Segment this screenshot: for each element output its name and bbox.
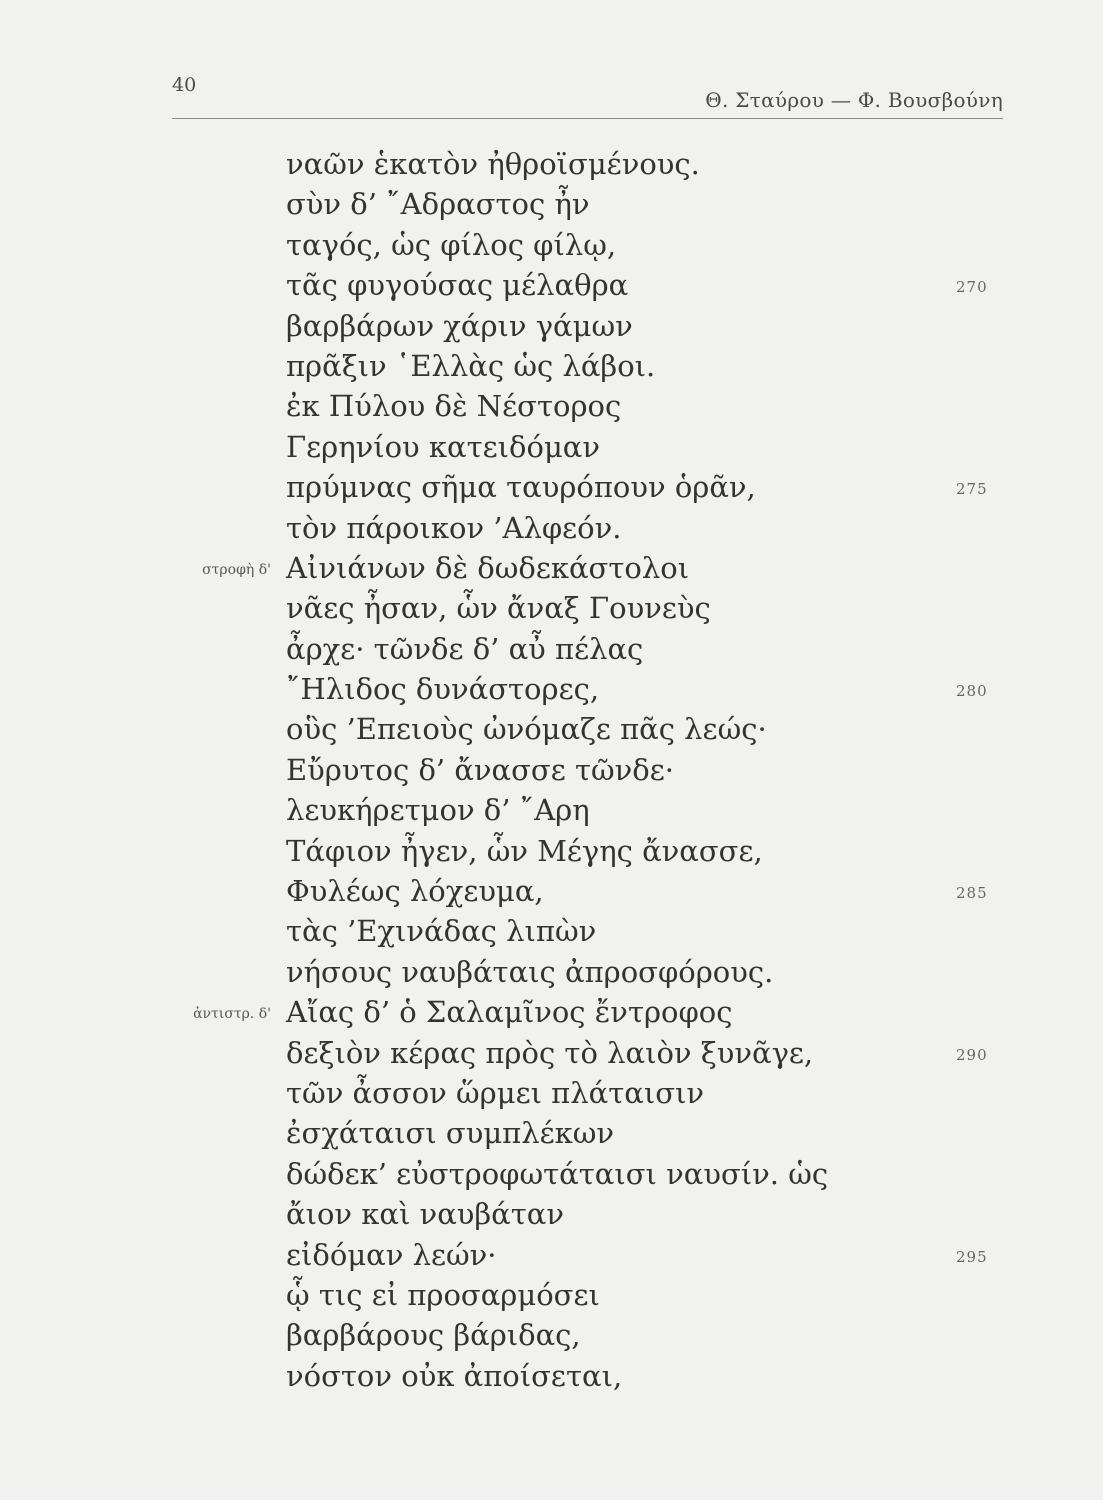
verse-text: ᾧ τις εἰ προσαρμόσει: [286, 1277, 600, 1312]
verse-text: Εὔρυτος δ’ ἄνασσε τῶνδε·: [286, 752, 674, 787]
verse-text: Αἴας δ’ ὁ Σαλαμῖνος ἔντροφος: [286, 995, 733, 1030]
verse-text: σὺν δ’ ῎Αδραστος ἦν: [286, 187, 590, 222]
header-rule: [172, 118, 1003, 119]
verse-line: [286, 1154, 906, 1194]
verse-text: τὰς ’Εχινάδας λιπὼν: [286, 914, 597, 949]
verse-text: τᾶς φυγούσας μέλαθρα: [286, 268, 629, 303]
verse-text: δώδεκ’ εὐστροφωτάταισι ναυσίν. ὡς: [286, 1156, 829, 1191]
verse-text: οὓς ’Επειοὺς ὠνόμαζε πᾶς λεώς·: [286, 712, 767, 747]
line-number: 280: [956, 682, 988, 701]
verse-line: [286, 1033, 988, 1073]
verse-text: λευκήρετμον δ’ ῎Αρη: [286, 793, 590, 828]
verse-text: ἆρχε· τῶνδε δ’ αὖ πέλας: [286, 631, 644, 666]
verse-text: πρᾶξιν ῾Ελλὰς ὡς λάβοι.: [286, 348, 656, 383]
verse-line: [286, 750, 906, 790]
verse-line: [286, 508, 906, 548]
line-number: 270: [956, 278, 988, 297]
verse-line: [286, 1356, 906, 1396]
running-head: Θ. Σταύρου — Φ. Βουσβούνη: [705, 88, 1003, 112]
verse-line: [286, 1315, 906, 1355]
line-number: 290: [956, 1045, 988, 1064]
verse-line: [286, 669, 988, 709]
verse-line: [202, 548, 906, 588]
verse-block: [193, 144, 988, 1396]
verse-text: ναῶν ἑκατὸν ἠθροϊσμένους.: [286, 147, 700, 181]
strophe-label: ἀντιστρ. δ': [193, 1006, 271, 1023]
verse-text: βαρβάρους βάριδας,: [286, 1318, 581, 1353]
verse-line: [286, 629, 906, 669]
verse-text: εἰδόμαν λεών·: [286, 1237, 497, 1272]
verse-text: δεξιὸν κέρας πρὸς τὸ λαιὸν ξυνᾶγε,: [286, 1035, 814, 1070]
verse-line: [286, 265, 988, 305]
verse-line: [286, 871, 988, 911]
verse-text: ταγός, ὡς φίλος φίλῳ,: [286, 227, 617, 262]
verse-line: [193, 992, 906, 1032]
verse-text: ῎Ηλιδος δυνάστορες,: [286, 672, 600, 707]
verse-line: [286, 184, 906, 224]
verse-text: νᾶες ἦσαν, ὧν ἄναξ Γουνεὺς: [286, 591, 711, 626]
verse-line: [286, 225, 906, 265]
verse-line: [286, 1235, 988, 1275]
verse-line: [286, 911, 906, 951]
verse-text: πρύμνας σῆμα ταυρόπουν ὁρᾶν,: [286, 470, 756, 505]
verse-text: ἄιον καὶ ναυβάταν: [286, 1197, 565, 1232]
verse-text: ἐσχάταισι συμπλέκων: [286, 1116, 615, 1151]
verse-line: [286, 952, 906, 992]
verse-line: [286, 386, 906, 426]
verse-text: Φυλέως λόχευμα,: [286, 874, 544, 909]
verse-text: Αἰνιάνων δὲ δωδεκάστολοι: [286, 550, 690, 585]
verse-text: νόστον οὐκ ἀποίσεται,: [286, 1358, 623, 1393]
verse-line: [286, 1113, 906, 1153]
page-number: 40: [172, 74, 197, 96]
verse-line: [286, 790, 906, 830]
verse-text: νήσους ναυβάταις ἀπροσφόρους.: [286, 954, 774, 989]
verse-line: [286, 346, 906, 386]
verse-line: [286, 1275, 906, 1315]
verse-line: [286, 427, 906, 467]
verse-line: [286, 1194, 906, 1234]
verse-line: [286, 588, 906, 628]
verse-text: τῶν ἆσσον ὥρμει πλάταισιν: [286, 1075, 704, 1110]
line-number: 295: [956, 1247, 988, 1266]
verse-line: [286, 1073, 906, 1113]
strophe-label: στροφὴ δ': [202, 561, 271, 578]
verse-text: βαρβάρων χάριν γάμων: [286, 308, 633, 343]
line-number: 275: [956, 480, 988, 499]
verse-line: [286, 831, 906, 871]
verse-line: [286, 144, 906, 184]
verse-line: [286, 467, 988, 507]
verse-line: [286, 306, 906, 346]
verse-text: τὸν πάροικον ’Αλφεόν.: [286, 510, 622, 545]
verse-text: Γερηνίου κατειδόμαν: [286, 429, 601, 464]
line-number: 285: [956, 884, 988, 903]
verse-text: Τάφιον ἦγεν, ὧν Μέγης ἄνασσε,: [286, 833, 763, 868]
verse-text: ἐκ Πύλου δὲ Νέστορος: [286, 389, 622, 424]
verse-line: [286, 709, 906, 749]
